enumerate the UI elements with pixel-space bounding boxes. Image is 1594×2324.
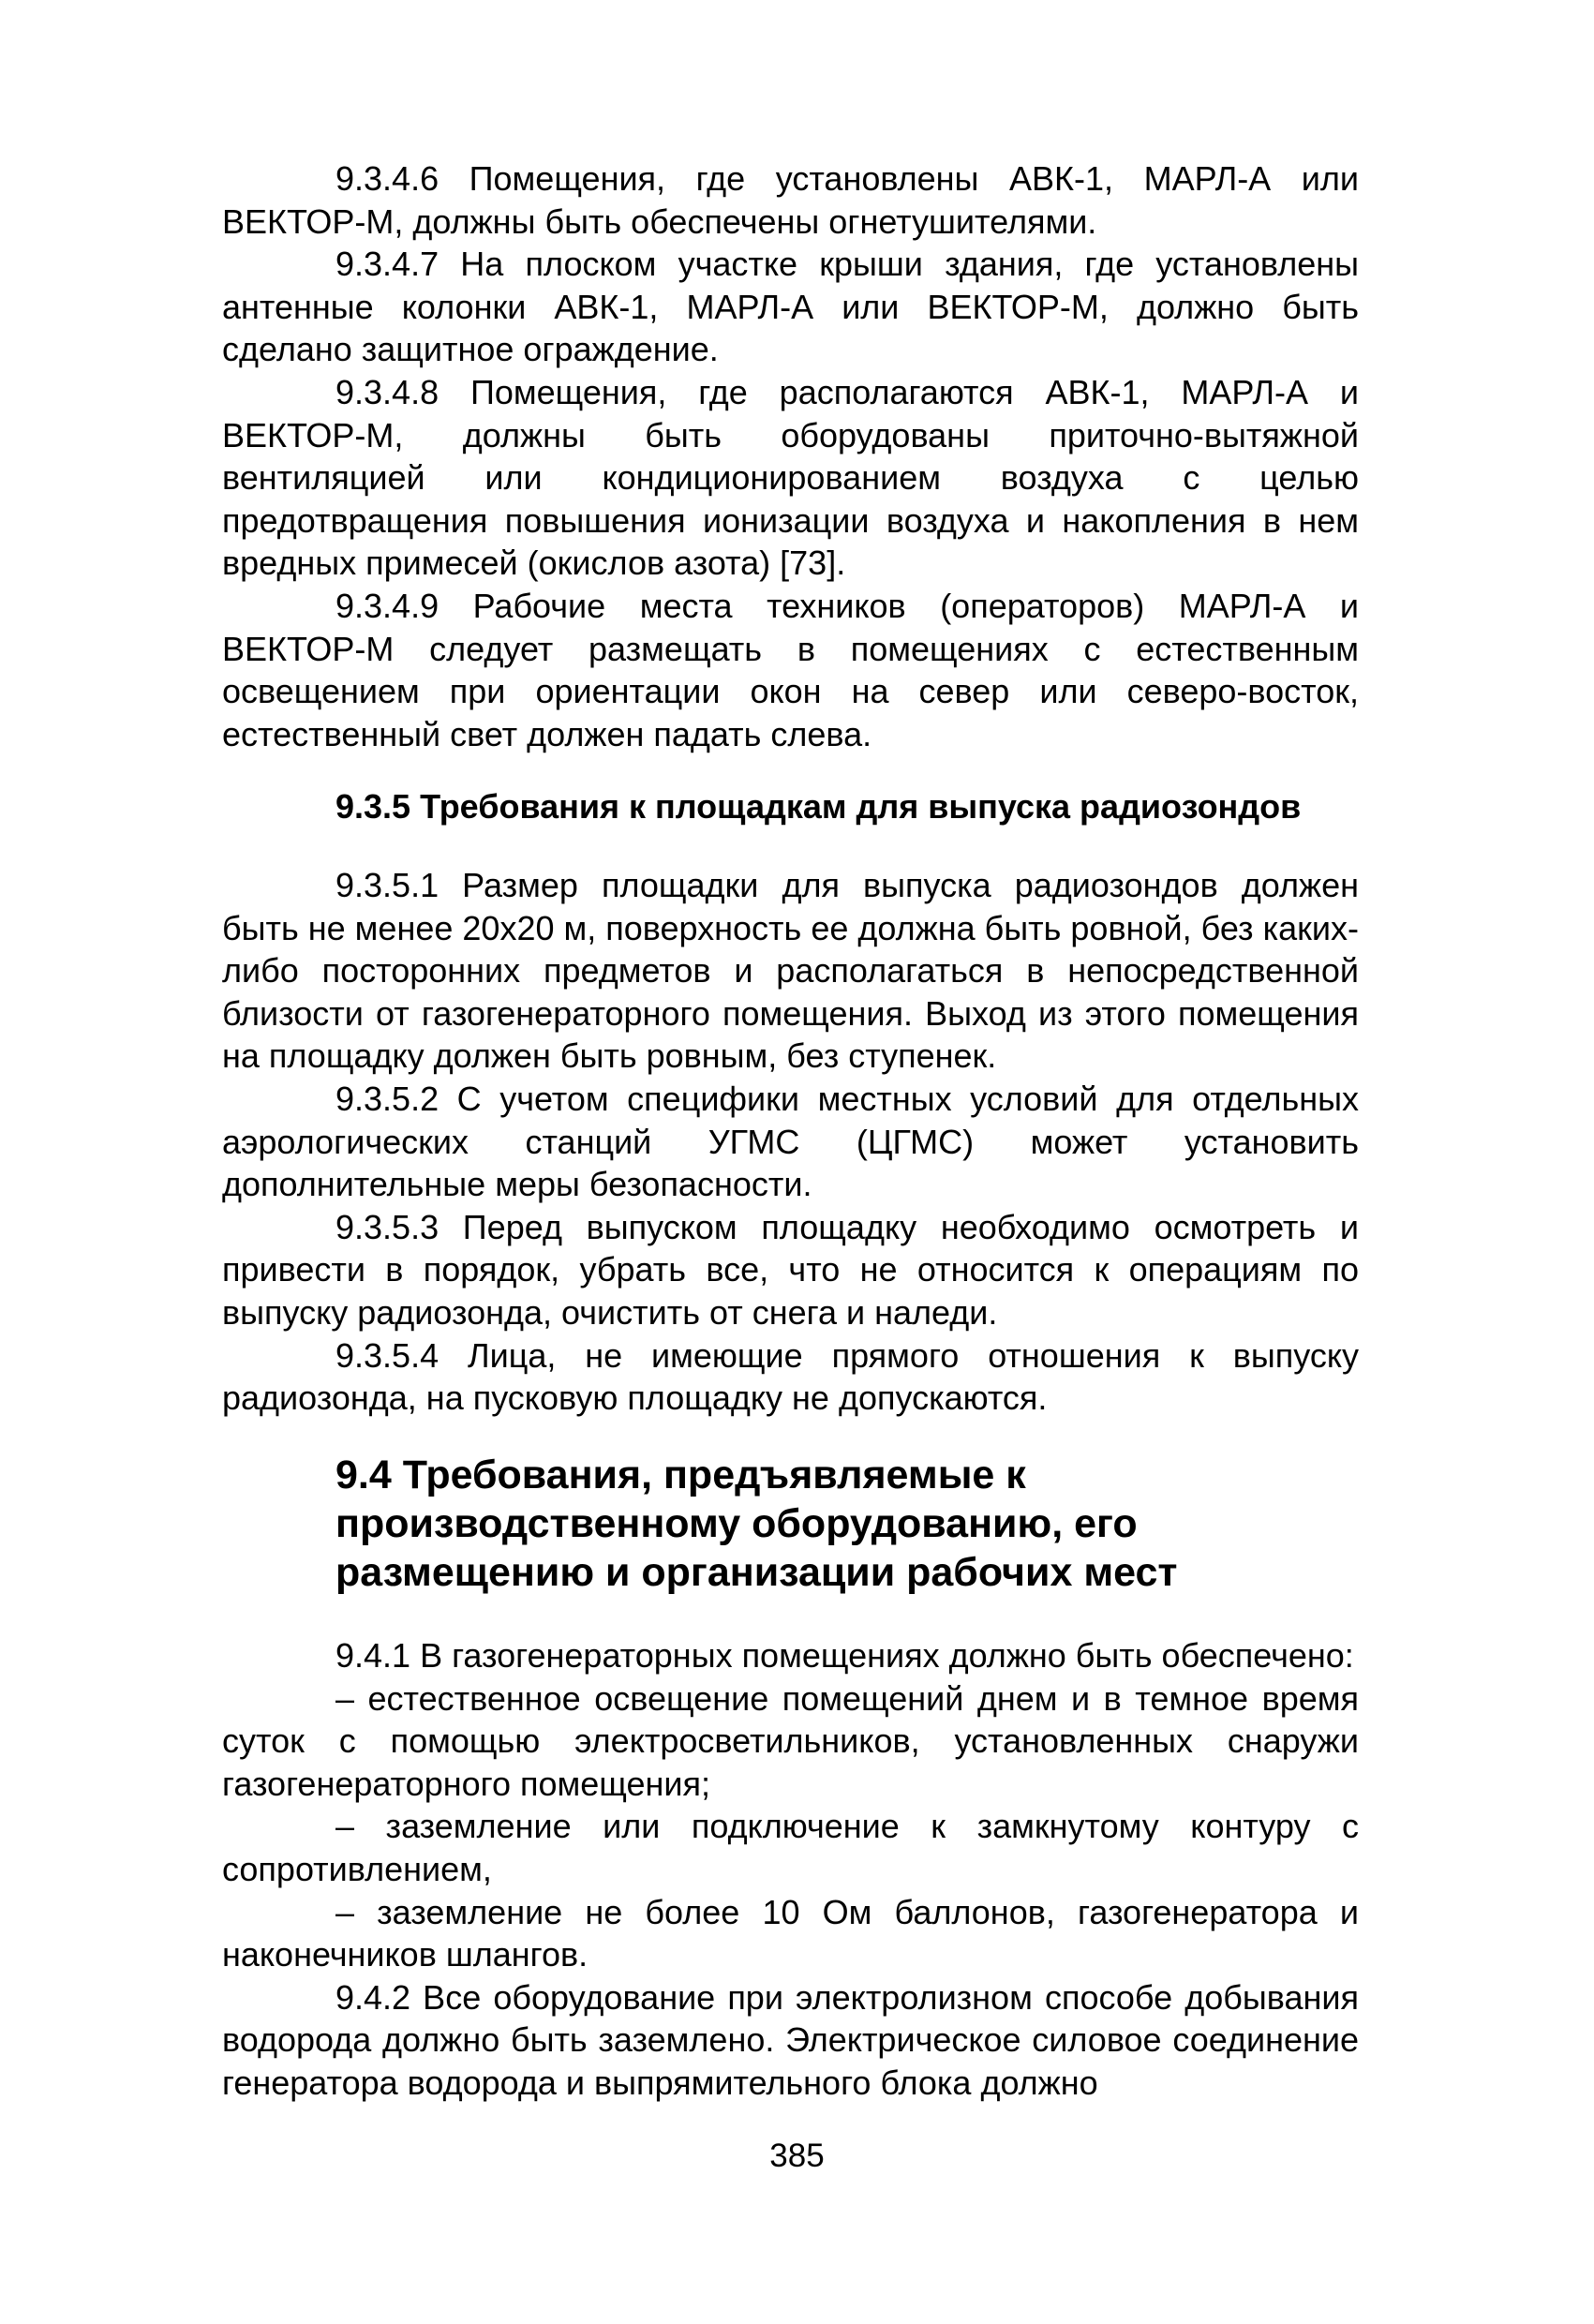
paragraph-9352: 9.3.5.2 С учетом специфики местных условий для отдельных аэрологических станций УГМС (ЦГМС) может установить дополнительные меры безопасности. xyxy=(222,1079,1359,1204)
paragraph-9354: 9.3.5.4 Лица, не имеющие прямого отношения к выпуску радиозонда, на пусковую площадку не допускаются. xyxy=(222,1335,1359,1418)
paragraph-9349: 9.3.4.9 Рабочие места техников (операторов) МАРЛ-А и ВЕКТОР-М следует размещать в помещениях с естественным освещением при ориентации окон на север или северо-восток, естественный свет должен падать слева. xyxy=(222,586,1359,753)
list-item-grounding-contour: – заземление или подключение к замкнутому контуру с сопротивлением, xyxy=(222,1807,1359,1888)
paragraph-9347: 9.3.4.7 На плоском участке крыши здания, где установлены антенные колонки АВК-1, МАРЛ-А или ВЕКТОР-М, должно быть сделано защитное ограждение. xyxy=(222,245,1359,369)
paragraph-9346: 9.3.4.6 Помещения, где установлены АВК-1, МАРЛ-А или ВЕКТОР-М, должны быть обеспечены огнетушителями. xyxy=(222,159,1359,241)
section-heading-935: 9.3.5 Требования к площадкам для выпуска радиозондов xyxy=(335,787,1302,826)
paragraph-block-9346-9349 xyxy=(222,157,1359,755)
section-heading-94: 9.4 Требования, предъявляемые к производственному оборудованию, его размещению и организации рабочих мест xyxy=(335,1452,1178,1595)
paragraph-941: 9.4.1 В газогенераторных помещениях должно быть обеспечено: xyxy=(335,1636,1354,1675)
page-number: 385 xyxy=(769,2138,825,2174)
paragraph-block-935 xyxy=(222,864,1359,1420)
paragraph-9348: 9.3.4.8 Помещения, где располагаются АВК-1, МАРЛ-А и ВЕКТОР-М, должны быть оборудованы приточно-вытяжной вентиляцией или кондиционированием воздуха с целью предотвращения повышения ионизации воздуха и накопления в нем вредных примесей (окислов азота) [73]. xyxy=(222,372,1359,583)
paragraph-block-94 xyxy=(222,1634,1359,2105)
list-item-natural-lighting: – естественное освещение помещений днем и в темное время суток с помощью электросветильников, установленных снаружи газогенераторного помещения; xyxy=(222,1678,1359,1803)
list-item-grounding-10-ohm: – заземление не более 10 Ом баллонов, газогенератора и наконечников шлангов. xyxy=(222,1892,1359,1974)
paragraph-942: 9.4.2 Все оборудование при электролизном способе добывания водорода должно быть заземлено. Электрическое силовое соединение генератора водорода и выпрямительного блока должно xyxy=(222,1977,1359,2102)
paragraph-9351: 9.3.5.1 Размер площадки для выпуска радиозондов должен быть не менее 20х20 м, поверхность ее должна быть ровной, без каких-либо посторонних предметов и располагаться в непосредственной близости от газогенераторного помещения. Выход из этого помещения на площадку должен быть ровным, без ступенек. xyxy=(222,866,1359,1076)
paragraph-9353: 9.3.5.3 Перед выпуском площадку необходимо осмотреть и привести в порядок, убрать все, что не относится к операциям по выпуску радиозонда, очистить от снега и наледи. xyxy=(222,1207,1359,1332)
